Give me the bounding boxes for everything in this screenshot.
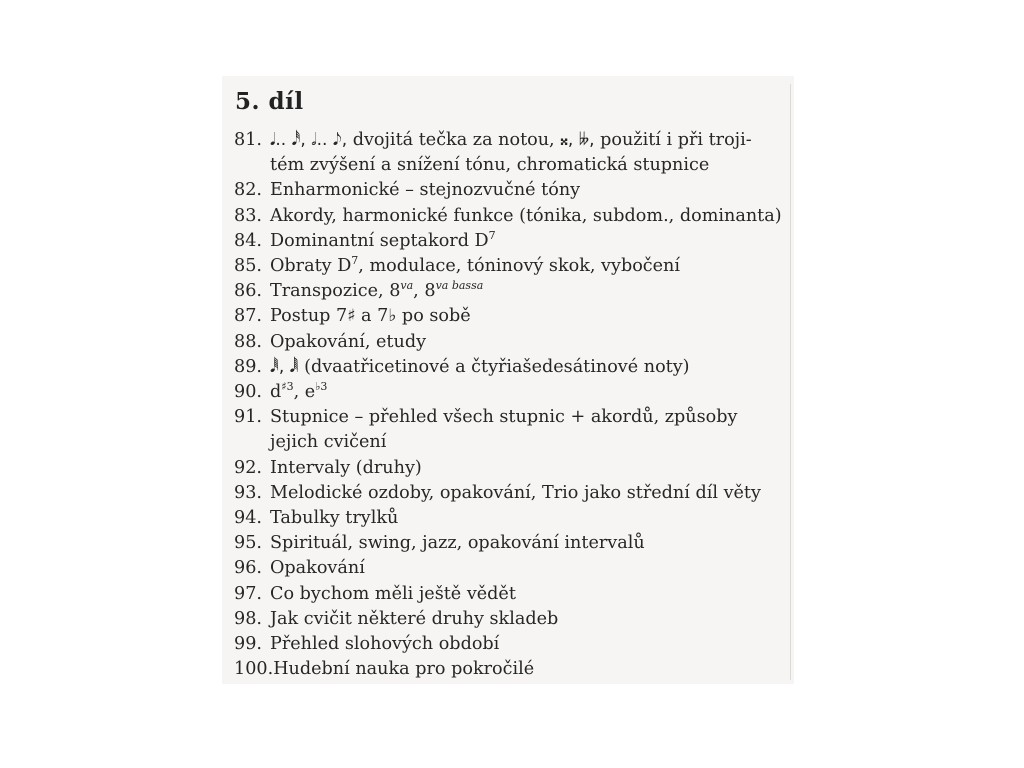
toc-entry-98 bbox=[234, 607, 794, 632]
entry-number: 96. bbox=[234, 558, 262, 579]
entry-main-text: , modulace, tóninový skok, vybočení bbox=[358, 256, 681, 277]
toc-entry-86 bbox=[234, 279, 794, 304]
entry-number: 92. bbox=[234, 457, 262, 478]
toc-entry-95 bbox=[234, 531, 794, 556]
entry-main-text: (dvaatřicetinové a čtyřiašedesátinové noty) bbox=[304, 356, 690, 377]
entry-text: Melodické ozdoby, opakování, Trio jako střední díl věty bbox=[270, 482, 761, 503]
entry-line: Stupnice – přehled všech stupnic + akordů, způsoby bbox=[270, 407, 738, 428]
entry-text: Tabulky trylků bbox=[270, 508, 399, 529]
entry-main-text: , e bbox=[293, 382, 316, 403]
toc-entry-90 bbox=[234, 380, 794, 405]
note-symbols: 𝅘𝅥.. 𝅘𝅥𝅰, 𝅗𝅥.. 𝅘𝅥𝅮, bbox=[270, 130, 348, 150]
entry-text bbox=[270, 355, 794, 380]
entry-number: 85. bbox=[234, 256, 262, 277]
entry-main-text: , 8 bbox=[413, 281, 436, 302]
entry-number: 93. bbox=[234, 482, 262, 503]
entry-number: 97. bbox=[234, 583, 262, 604]
toc-entry-81 bbox=[234, 128, 794, 178]
entry-number: 89. bbox=[234, 356, 262, 377]
entry-number: 90. bbox=[234, 382, 262, 403]
entry-number: 99. bbox=[234, 634, 262, 655]
entry-text: Enharmonické – stejnozvučné tóny bbox=[270, 180, 581, 201]
entry-text: Opakování bbox=[270, 558, 365, 579]
toc-entry-96 bbox=[234, 556, 794, 581]
toc-entry-88 bbox=[234, 330, 794, 355]
superscript: ♯3 bbox=[281, 380, 294, 394]
toc-entry-91 bbox=[234, 405, 794, 455]
entry-text: Opakování, etudy bbox=[270, 331, 427, 352]
entry-text bbox=[270, 380, 794, 405]
entry-text bbox=[270, 254, 794, 279]
toc-entry-83 bbox=[234, 204, 794, 229]
toc-entry-82 bbox=[234, 178, 794, 203]
entry-main-text: Postup 7 bbox=[270, 306, 348, 327]
entry-line-text: dvojitá tečka za notou, bbox=[352, 130, 555, 150]
entry-main-text: Obraty D bbox=[270, 256, 352, 277]
entry-line-text: použití i při troji- bbox=[600, 130, 752, 150]
entry-number: 84. bbox=[234, 230, 262, 251]
entry-text bbox=[270, 279, 794, 304]
entry-main-text: po sobě bbox=[396, 306, 471, 327]
entry-number: 86. bbox=[234, 281, 262, 302]
superscript: 7 bbox=[351, 254, 359, 268]
toc-entry-92 bbox=[234, 456, 794, 481]
entry-number: 94. bbox=[234, 508, 262, 529]
entry-line: jejich cvičení bbox=[270, 432, 387, 453]
entry-line bbox=[270, 128, 794, 153]
entry-number: 87. bbox=[234, 306, 262, 327]
entry-text: Přehled slohových období bbox=[270, 634, 500, 655]
entry-text bbox=[270, 405, 794, 455]
entry-number: 88. bbox=[234, 331, 262, 352]
toc-entry-100 bbox=[234, 657, 794, 682]
entry-text bbox=[270, 229, 794, 254]
entry-main-text: a 7 bbox=[355, 306, 389, 327]
entry-text: Akordy, harmonické funkce (tónika, subdom., dominanta) bbox=[270, 205, 782, 226]
entry-text: Co bychom měli ještě vědět bbox=[270, 583, 516, 604]
section-heading: 5. díl bbox=[235, 88, 304, 115]
entry-number: 95. bbox=[234, 533, 262, 554]
entry-number: 91. bbox=[234, 407, 262, 428]
entry-number: 100. bbox=[234, 659, 274, 680]
table-of-contents bbox=[234, 128, 794, 682]
toc-entry-93 bbox=[234, 481, 794, 506]
entry-main-text: d bbox=[270, 382, 282, 403]
entry-text: Jak cvičit některé druhy skladeb bbox=[270, 608, 559, 629]
toc-entry-85 bbox=[234, 254, 794, 279]
entry-main-text: Transpozice, 8 bbox=[270, 281, 401, 302]
entry-main-text: Dominantní septakord D bbox=[270, 230, 489, 251]
entry-text bbox=[270, 304, 794, 329]
entry-number: 81. bbox=[234, 130, 262, 150]
entry-text: Hudební nauka pro pokročilé bbox=[273, 659, 535, 680]
superscript: 7 bbox=[488, 228, 496, 242]
superscript: ♭3 bbox=[315, 380, 328, 394]
toc-entry-99 bbox=[234, 632, 794, 657]
toc-entry-97 bbox=[234, 582, 794, 607]
toc-entry-94 bbox=[234, 506, 794, 531]
sharp-icon: ♯ bbox=[347, 306, 356, 327]
entry-text: Intervaly (druhy) bbox=[270, 457, 422, 478]
entry-number: 83. bbox=[234, 205, 262, 226]
toc-entry-87 bbox=[234, 304, 794, 329]
note-symbols: 𝅘𝅥𝅱, 𝅘𝅥𝅲 bbox=[270, 356, 299, 377]
entry-text bbox=[270, 128, 794, 178]
entry-text: Spirituál, swing, jazz, opakování intervalů bbox=[270, 533, 645, 554]
superscript: va bassa bbox=[435, 279, 484, 293]
entry-line: tém zvýšení a snížení tónu, chromatická stupnice bbox=[270, 155, 710, 176]
double-sharp-icon: 𝄪, bbox=[560, 130, 574, 150]
superscript: va bbox=[400, 279, 414, 293]
entry-number: 82. bbox=[234, 180, 262, 201]
entry-number: 98. bbox=[234, 608, 262, 629]
double-flat-icon: 𝄫, bbox=[578, 130, 595, 150]
flat-icon: ♭ bbox=[388, 306, 397, 327]
toc-entry-84 bbox=[234, 229, 794, 254]
toc-entry-89 bbox=[234, 355, 794, 380]
